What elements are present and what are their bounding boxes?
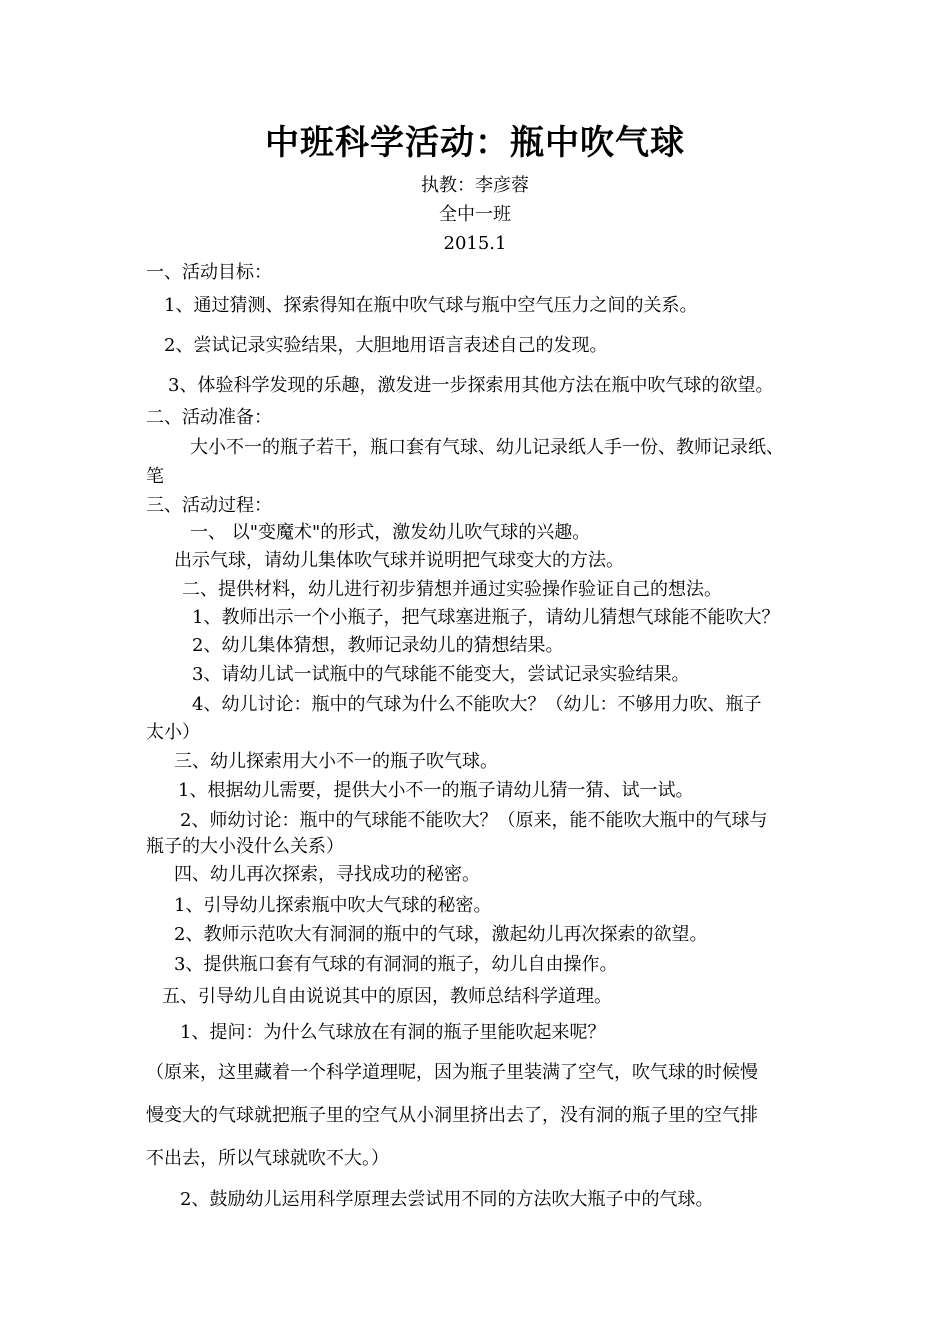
preparation-text: 大小不一的瓶子若干，瓶口套有气球、幼儿记录纸人手一份、教师记录纸、 (190, 437, 784, 458)
process-item: 4、幼儿讨论：瓶中的气球为什么不能吹大？（幼儿：不够用力吹、瓶子 (192, 694, 762, 715)
process-step: 四、幼儿再次探索，寻找成功的秘密。 (174, 864, 480, 885)
process-item: 3、提供瓶口套有气球的有洞洞的瓶子，幼儿自由操作。 (174, 954, 618, 975)
preparation-text: 笔 (146, 466, 164, 487)
process-item: 2、幼儿集体猜想，教师记录幼儿的猜想结果。 (192, 635, 564, 656)
date-line: 2015.1 (443, 233, 507, 254)
process-item: 瓶子的大小没什么关系） (146, 836, 344, 857)
class-line: 全中一班 (439, 204, 511, 225)
process-item: 1、教师出示一个小瓶子，把气球塞进瓶子，请幼儿猜想气球能不能吹大？ (192, 607, 780, 628)
process-item: 2、鼓励幼儿运用科学原理去尝试用不同的方法吹大瓶子中的气球。 (180, 1189, 714, 1210)
process-item: 3、请幼儿试一试瓶中的气球能不能变大，尝试记录实验结果。 (192, 664, 690, 685)
process-step: 一、 以"变魔术"的形式，激发幼儿吹气球的兴趣。 (190, 522, 591, 543)
explanation-text: 慢变大的气球就把瓶子里的空气从小洞里挤出去了，没有洞的瓶子里的空气排 (146, 1105, 758, 1126)
process-step: 三、幼儿探索用大小不一的瓶子吹气球。 (174, 751, 498, 772)
section-heading-preparation: 二、活动准备： (146, 407, 272, 428)
process-step: 五、引导幼儿自由说说其中的原因，教师总结科学道理。 (162, 986, 612, 1007)
process-item: 1、提问：为什么气球放在有洞的瓶子里能吹起来呢？ (180, 1022, 606, 1043)
goal-item: 3、体验科学发现的乐趣，激发进一步探索用其他方法在瓶中吹气球的欲望。 (168, 375, 774, 396)
process-item: 2、教师示范吹大有洞洞的瓶中的气球，激起幼儿再次探索的欲望。 (174, 924, 708, 945)
section-heading-goals: 一、活动目标： (146, 262, 272, 283)
process-item: 1、根据幼儿需要，提供大小不一的瓶子请幼儿猜一猜、试一试。 (178, 780, 694, 801)
goal-item: 1、通过猜测、探索得知在瓶中吹气球与瓶中空气压力之间的关系。 (164, 295, 698, 316)
process-item: 太小） (146, 722, 200, 743)
explanation-text: 不出去，所以气球就吹不大。） (146, 1148, 389, 1169)
document-title: 中班科学活动：瓶中吹气球 (265, 123, 685, 163)
teacher-line: 执教：李彦蓉 (421, 175, 529, 196)
process-item: 1、引导幼儿探索瓶中吹大气球的秘密。 (174, 895, 492, 916)
process-step: 二、提供材料，幼儿进行初步猜想并通过实验操作验证自己的想法。 (182, 579, 722, 600)
explanation-text: （原来，这里藏着一个科学道理呢，因为瓶子里装满了空气，吹气球的时候慢 (146, 1062, 758, 1083)
section-heading-process: 三、活动过程： (146, 495, 272, 516)
process-text: 出示气球，请幼儿集体吹气球并说明把气球变大的方法。 (174, 550, 624, 571)
process-item: 2、师幼讨论：瓶中的气球能不能吹大？（原来，能不能吹大瓶中的气球与 (180, 810, 768, 831)
goal-item: 2、尝试记录实验结果，大胆地用语言表述自己的发现。 (164, 335, 608, 356)
